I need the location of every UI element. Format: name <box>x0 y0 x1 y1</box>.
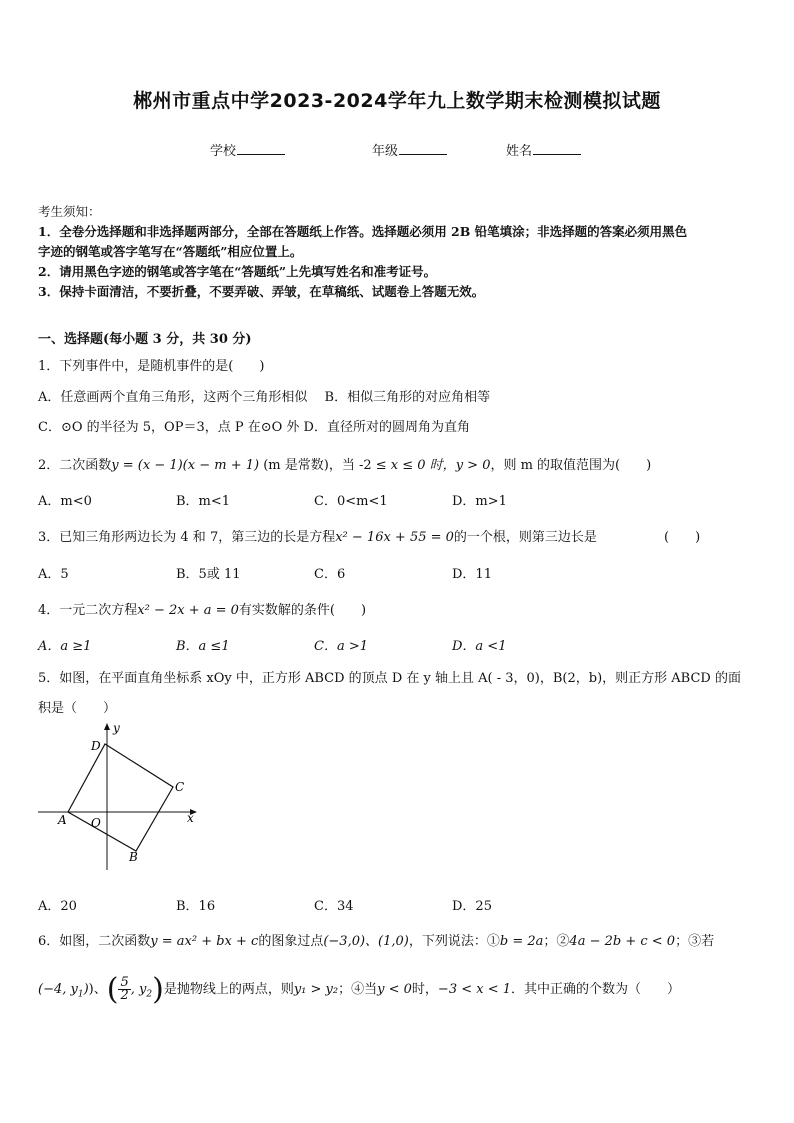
grade-field[interactable] <box>372 140 447 159</box>
q3-option-a: A．5 <box>38 567 69 582</box>
q3-post: 的一个根，则第三边长是 <box>453 530 597 545</box>
q6-expr: y = ax² + bx + c <box>150 934 259 949</box>
label-y: y <box>113 721 120 735</box>
q4-expr: x² − 2x + a = 0 <box>137 603 239 618</box>
q2-option-a: A．m<0 <box>38 494 92 509</box>
notice-block <box>38 202 687 302</box>
notice-line-2: 2．请用黑色字迹的钢笔或答字笔在“答题纸”上先填写姓名和准考证号。 <box>38 264 437 279</box>
q6-fraction <box>118 977 130 1002</box>
q6-points: (−3,0)、(1,0) <box>323 934 409 949</box>
q2-post: ，则 m 的取值范围为( ) <box>490 458 652 473</box>
hidden-guide <box>68 787 173 812</box>
q6-statement-3: y₁ > y₂ <box>293 982 339 997</box>
q2-stem <box>38 454 651 473</box>
school-label: 学校 <box>210 144 237 159</box>
q5-stem-line2: 积是（ ） <box>38 701 117 716</box>
q6-statement-2: 4a − 2b + c < 0 <box>569 934 676 949</box>
q2-expr: y = (x − 1)(x − m + 1) <box>111 458 260 473</box>
q6-statement-1: b = 2a <box>499 934 544 949</box>
q6-frac-den: 2 <box>120 988 129 1003</box>
label-a: A <box>58 813 67 827</box>
q6-stem-line2: (−4, $y_1$))、( $\frac{5}{2}$ , $y_2$)是抛物线上的两点，则y₁ > y₂；④当y < 0时，−3 < x < 1．其中正确的个数为（ ） <box>38 972 681 1007</box>
q4-option-b: B．a ≤1 <box>176 639 230 654</box>
q1-options-ab: A．任意画两个直角三角形，这两个三角形相似 B．相似三角形的对应角相等 <box>38 390 491 405</box>
notice-line-1a: 1．全卷分选择题和非选择题两部分，全部在答题纸上作答。选择题必须用 2B 铅笔填涂；非选择题的答案必须用黑色 <box>38 224 688 239</box>
q5-option-a: A．20 <box>38 899 77 914</box>
q6-l2f: ．其中正确的个数为（ ） <box>511 982 681 997</box>
q3-option-d: D．11 <box>452 567 492 582</box>
q2-pre: 2．二次函数 <box>38 458 112 473</box>
q3-stem <box>38 526 597 545</box>
q2-cond: y > 0 <box>455 458 491 473</box>
name-blank[interactable] <box>533 142 581 155</box>
school-field[interactable] <box>210 140 285 159</box>
q6-mid: 的图象过点 <box>258 934 324 949</box>
label-b: B <box>129 850 138 864</box>
q3-option-c: C．6 <box>314 567 346 582</box>
notice-line-3: 3．保持卡面清洁，不要折叠，不要弄破、弄皱，在草稿纸、试题卷上答题无效。 <box>38 284 485 299</box>
q5-option-c: C．34 <box>314 899 354 914</box>
q3-option-b: B．5或 11 <box>176 567 241 582</box>
q6-frac-num: 5 <box>120 975 129 990</box>
q6-statement-5: −3 < x < 1 <box>437 982 512 997</box>
notice-heading: 考生须知： <box>38 204 101 219</box>
q4-option-c: C．a >1 <box>314 639 368 654</box>
q2-option-d: D．m>1 <box>452 494 507 509</box>
q4-stem <box>38 599 366 618</box>
label-c: C <box>175 780 185 794</box>
q6-stem-line1 <box>38 930 714 949</box>
y-axis-arrow <box>104 723 110 730</box>
q1-options-cd: C．⊙O 的半径为 5，OP＝3，点 P 在⊙O 外 D．直径所对的圆周角为直角 <box>38 420 470 435</box>
q5-option-b: B．16 <box>176 899 216 914</box>
q6-mid4: ；③若 <box>675 934 715 949</box>
q5-stem-line1: 5．如图，在平面直角坐标系 xOy 中，正方形 ABCD 的顶点 D 在 y 轴上且 A( - 3，0)，B(2，b)，则正方形 ABCD 的面 <box>38 671 741 686</box>
q5-option-d: D．25 <box>452 899 492 914</box>
grade-blank[interactable] <box>399 142 447 155</box>
q6-l2d: ；④当 <box>338 982 378 997</box>
q4-pre: 4．一元二次方程 <box>38 603 138 618</box>
q2-option-b: B．m<1 <box>176 494 231 509</box>
q6-point-1: (−4, y <box>38 982 78 997</box>
q6-statement-4: y < 0 <box>377 982 412 997</box>
q6-pre: 6．如图，二次函数 <box>38 934 151 949</box>
square-abcd <box>68 744 173 851</box>
grade-label: 年级 <box>372 144 399 159</box>
section-heading: 一、选择题(每小题 3 分，共 30 分) <box>38 332 252 347</box>
q3-answer-paren: ( ) <box>664 530 701 545</box>
q4-option-a: A．a ≥1 <box>38 639 92 654</box>
q3-expr: x² − 16x + 55 = 0 <box>335 530 454 545</box>
page-title: 郴州市重点中学2023-2024学年九上数学期末检测模拟试题 <box>133 90 661 112</box>
q6-mid3: ；② <box>543 934 570 949</box>
q6-l2c: 是抛物线上的两点，则 <box>163 982 294 997</box>
name-label: 姓名 <box>506 144 533 159</box>
q2-range: x ≤ 0 时， <box>390 458 456 473</box>
q3-pre: 3．已知三角形两边长为 4 和 7，第三边的长是方程 <box>38 530 336 545</box>
q1-stem: 1．下列事件中，是随机事件的是( ) <box>38 359 265 374</box>
q4-option-d: D．a <1 <box>452 639 507 654</box>
q6-mid2: ，下列说法：① <box>408 934 500 949</box>
label-o: O <box>91 816 101 830</box>
q5-coordinate-figure <box>30 720 210 870</box>
q4-post: 有实数解的条件( ) <box>238 603 367 618</box>
label-x: x <box>187 811 194 825</box>
name-field[interactable] <box>506 140 581 159</box>
q2-mid: (m 是常数)，当 -2 ≤ <box>259 458 391 473</box>
q6-sep: )、 <box>88 982 107 997</box>
notice-line-1b: 字迹的钢笔或答字笔写在“答题纸”相应位置上。 <box>38 244 303 259</box>
q6-l2e: 时， <box>411 982 438 997</box>
q2-option-c: C．0<m<1 <box>314 494 388 509</box>
school-blank[interactable] <box>237 142 285 155</box>
label-d: D <box>91 739 101 753</box>
